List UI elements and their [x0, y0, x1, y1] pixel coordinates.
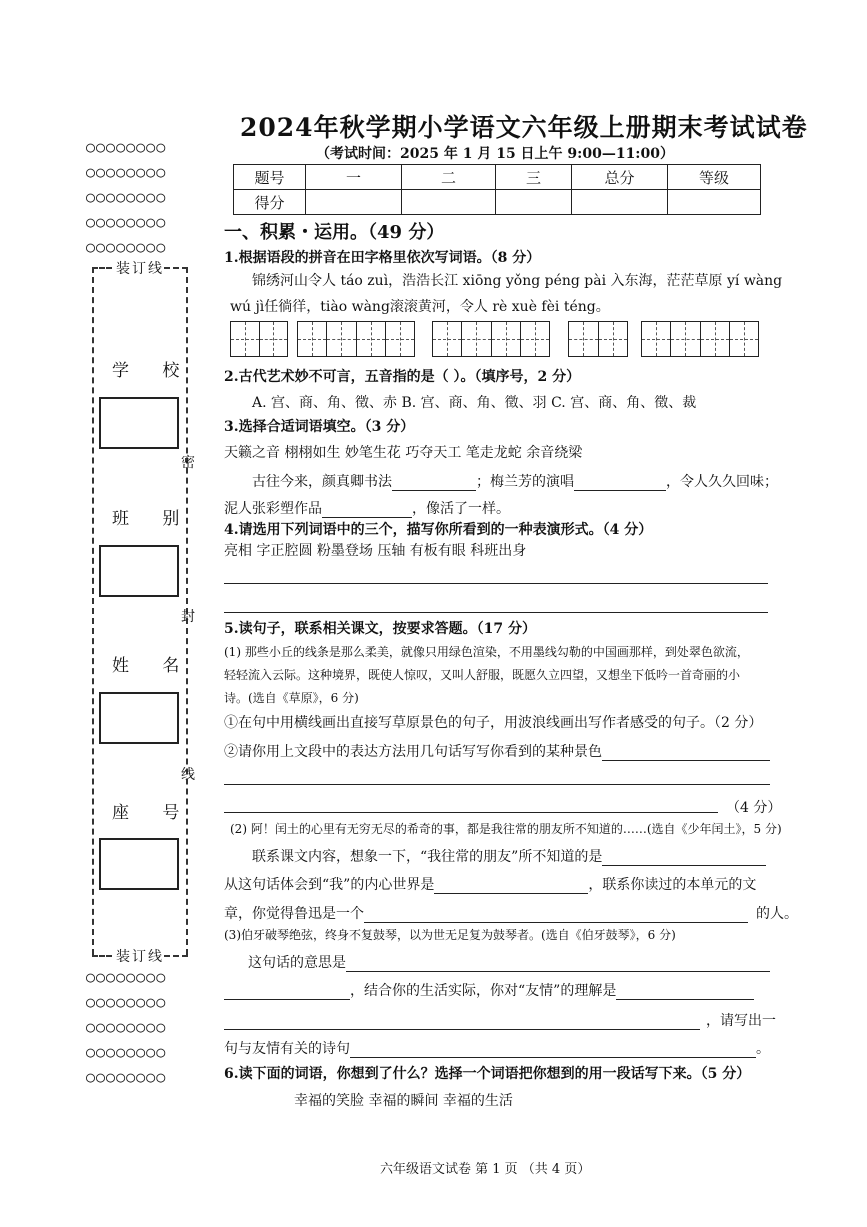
class-box[interactable]: [99, 545, 179, 597]
q5-p2-q1-text: 联系课文内容，想象一下，“我往常的朋友”所不知道的是: [252, 849, 603, 865]
q6-prompt: 6.读下面的词语，你想到了什么？选择一个词语把你想到的用一段话写下来。（5 分）: [224, 1066, 751, 1082]
binding-circles-bottom: [86, 965, 196, 1090]
name-box[interactable]: [99, 692, 179, 744]
q5-p3-q3: [224, 1010, 776, 1030]
circle-row: ○○○○○○○○: [86, 968, 167, 986]
q3-s1b: ；梅兰芳的演唱: [476, 474, 574, 490]
q2-options: A. 宫、商、角、徵、赤 B. 宫、商、角、徵、羽 C. 宫、商、角、徵、裁: [252, 395, 697, 411]
grid-cell: [298, 322, 327, 356]
q3-prompt: 3.选择合适词语填空。（3 分）: [224, 419, 415, 435]
q3-sentence1: [252, 471, 778, 491]
circle-row: ○○○○○○○○: [86, 213, 167, 231]
q5-p2-blank-2[interactable]: [434, 880, 588, 894]
q4-prompt: 4.请选用下列词语中的三个，描写你所看到的一种表演形式。（4 分）: [224, 522, 653, 538]
grid-cell: [701, 322, 730, 356]
grid-cell: [599, 322, 628, 356]
q1-text-line1: 锦绣河山令人 táo zuì，浩浩长江 xiōng yǒng péng pài 入东海，茫茫草原 yí wàng: [252, 273, 783, 289]
tianzige-5[interactable]: [641, 321, 759, 357]
binding-dash: [164, 267, 188, 269]
score-input-cell[interactable]: [668, 190, 761, 215]
q5-passage1-line2: 轻轻流入云际。这种境界，既使人惊叹，又叫人舒服，既愿久立四望，又想坐下低吟一首奇丽的小: [224, 668, 741, 682]
circle-row: ○○○○○○○○: [86, 1068, 167, 1086]
binding-line-label-bottom: 装订线: [116, 949, 164, 965]
name-label: 姓 名: [112, 656, 194, 676]
side-char-feng: 封: [181, 609, 195, 625]
grid-cell: [642, 322, 671, 356]
q5-p3-q1-text: 这句话的意思是: [248, 955, 346, 971]
q5-p2-q2: [224, 874, 756, 894]
q5-sub1: ①在句中用横线画出直接写草原景色的句子，用波浪线画出写作者感受的句子。（2 分）: [224, 715, 763, 731]
q5-sub2-blank[interactable]: [602, 747, 770, 761]
grid-cell: [462, 322, 491, 356]
grid-cell: [492, 322, 521, 356]
circle-row: ○○○○○○○○: [86, 238, 167, 256]
q5-p3-blank-2[interactable]: [224, 986, 350, 1000]
school-box[interactable]: [99, 397, 179, 449]
grid-cell: [569, 322, 599, 356]
q2-prompt: 2.古代艺术妙不可言，五音指的是（ ）。（填序号，2 分）: [224, 369, 581, 385]
score-table-score-row: [234, 190, 761, 215]
score-cell: 一: [306, 165, 402, 190]
score-cell: 总分: [572, 165, 668, 190]
q3-blank-3[interactable]: [322, 504, 412, 518]
binding-dash: [164, 955, 188, 957]
q5-p3-blank-3[interactable]: [616, 986, 754, 1000]
q5-p2-q3b: 的人。: [756, 906, 798, 922]
q3-s1a: 古往今来，颜真卿书法: [252, 474, 392, 490]
q3-s2b: ，像活了一样。: [412, 501, 510, 517]
grid-cell: [521, 322, 549, 356]
score-cell: 题号: [234, 165, 306, 190]
grid-cell: [357, 322, 386, 356]
class-label: 班 别: [112, 509, 194, 529]
score-cell: 二: [402, 165, 496, 190]
page-footer: 六年级语文试卷 第 1 页 （共 4 页）: [380, 1162, 591, 1177]
q1-prompt: 1.根据语段的拼音在田字格里依次写词语。（8 分）: [224, 250, 541, 266]
q5-sub2-answer-line-2[interactable]: [224, 812, 718, 813]
binding-dash: [92, 955, 112, 957]
q5-passage3: (3)伯牙破琴绝弦，终身不复鼓琴，以为世无足复为鼓琴者。(选自《伯牙鼓琴》，6 分): [224, 928, 676, 942]
circle-row: ○○○○○○○○: [86, 1043, 167, 1061]
q4-answer-line-1[interactable]: [224, 583, 768, 584]
grid-cell: [260, 322, 288, 356]
q5-p3-blank-5[interactable]: [350, 1044, 756, 1058]
q3-s1c: ，令人久久回味；: [666, 474, 778, 490]
tianzige-3[interactable]: [432, 321, 550, 357]
binding-dash-left: [92, 267, 94, 955]
q3-s2a: 泥人张彩塑作品: [224, 501, 322, 517]
q4-words: 亮相 字正腔圆 粉墨登场 压轴 有板有眼 科班出身: [224, 543, 527, 559]
score-input-cell[interactable]: [402, 190, 496, 215]
circle-row: ○○○○○○○○: [86, 163, 167, 181]
exam-title: 2024年秋学期小学语文六年级上册期末考试试卷: [240, 113, 808, 142]
grid-cell: [730, 322, 758, 356]
section1-heading: 一、积累・运用。（49 分）: [224, 222, 445, 243]
q5-p3-blank-4[interactable]: [224, 1016, 700, 1030]
q5-p2-q1: [252, 846, 766, 866]
grid-cell: [671, 322, 700, 356]
circle-row: ○○○○○○○○: [86, 138, 167, 156]
grid-cell: [386, 322, 414, 356]
score-cell: 得分: [234, 190, 306, 215]
q5-passage1-line1: (1) 那些小丘的线条是那么柔美，就像只用绿色渲染，不用墨线勾勒的中国画那样，到处翠色欲流，: [224, 645, 749, 659]
tianzige-1[interactable]: [230, 321, 288, 357]
circle-row: ○○○○○○○○: [86, 188, 167, 206]
q6-words: 幸福的笑脸 幸福的瞬间 幸福的生活: [294, 1093, 513, 1109]
q3-blank-2[interactable]: [574, 477, 666, 491]
q5-p3-q4: [224, 1038, 770, 1058]
score-input-cell[interactable]: [572, 190, 668, 215]
q5-p2-q2b: ，联系你读过的本单元的文: [588, 877, 757, 893]
q5-p3-q1: [248, 952, 770, 972]
q5-sub2-answer-line[interactable]: [224, 784, 770, 785]
score-cell: 三: [496, 165, 572, 190]
school-label: 学 校: [112, 361, 194, 381]
q5-sub2-score: （4 分）: [726, 800, 782, 816]
q5-passage2: (2) 阿！闰土的心里有无穷无尽的希奇的事，都是我往常的朋友所不知道的……(选自《少年闰土》，5 分): [230, 822, 782, 836]
q5-sub2: [224, 741, 770, 761]
binding-dash: [92, 267, 112, 269]
q3-words: 天籁之音 栩栩如生 妙笔生花 巧夺天工 笔走龙蛇 余音绕梁: [224, 445, 583, 461]
tianzige-4[interactable]: [568, 321, 628, 357]
seat-box[interactable]: [99, 838, 179, 890]
q5-p3-q3-text: ，请写出一: [706, 1013, 776, 1029]
circle-row: ○○○○○○○○: [86, 993, 167, 1011]
q5-p2-q2a: 从这句话体会到“我”的内心世界是: [224, 877, 435, 893]
tianzige-2[interactable]: [297, 321, 415, 357]
q3-blank-1[interactable]: [392, 477, 476, 491]
q5-p3-q4b: 。: [756, 1041, 770, 1057]
grid-cell: [433, 322, 462, 356]
grid-cell: [327, 322, 356, 356]
exam-time: （考试时间：2025 年 1 月 15 日上午 9:00—11:00）: [316, 146, 674, 162]
score-input-cell[interactable]: [496, 190, 572, 215]
side-char-xian: 线: [181, 767, 195, 783]
score-input-cell[interactable]: [306, 190, 402, 215]
q5-p2-q3a: 章，你觉得鲁迅是一个: [224, 906, 364, 922]
grid-cell: [231, 322, 260, 356]
q5-p2-blank-3[interactable]: [364, 909, 748, 923]
q3-sentence2: [224, 498, 510, 518]
q5-p3-q2: [224, 980, 754, 1000]
q5-sub2-text: ②请你用上文段中的表达方法用几句话写写你看到的某种景色: [224, 744, 602, 760]
score-cell: 等级: [668, 165, 761, 190]
q5-p3-q2-text: ，结合你的生活实际，你对“友情”的理解是: [350, 983, 617, 999]
side-char-mi: 密: [181, 455, 195, 471]
q5-p3-q4a: 句与友情有关的诗句: [224, 1041, 350, 1057]
q4-answer-line-2[interactable]: [224, 612, 768, 613]
q5-p2-q3: [224, 903, 798, 923]
q5-prompt: 5.读句子，联系相关课文，按要求答题。（17 分）: [224, 621, 536, 637]
q5-p3-blank-1[interactable]: [346, 958, 770, 972]
score-table: [233, 164, 761, 215]
circle-row: ○○○○○○○○: [86, 1018, 167, 1036]
seat-label: 座 号: [112, 803, 194, 823]
binding-circles-top: [86, 135, 196, 260]
score-table-header-row: [234, 165, 761, 190]
q1-text-line2: wú jì任徜徉，tiào wàng滚滚黄河，令人 rè xuè fèi téng。: [230, 299, 610, 315]
binding-line-label-top: 装订线: [116, 261, 164, 277]
q5-p2-blank-1[interactable]: [602, 852, 766, 866]
q5-passage1-line3: 诗。(选自《草原》，6 分): [224, 691, 359, 705]
